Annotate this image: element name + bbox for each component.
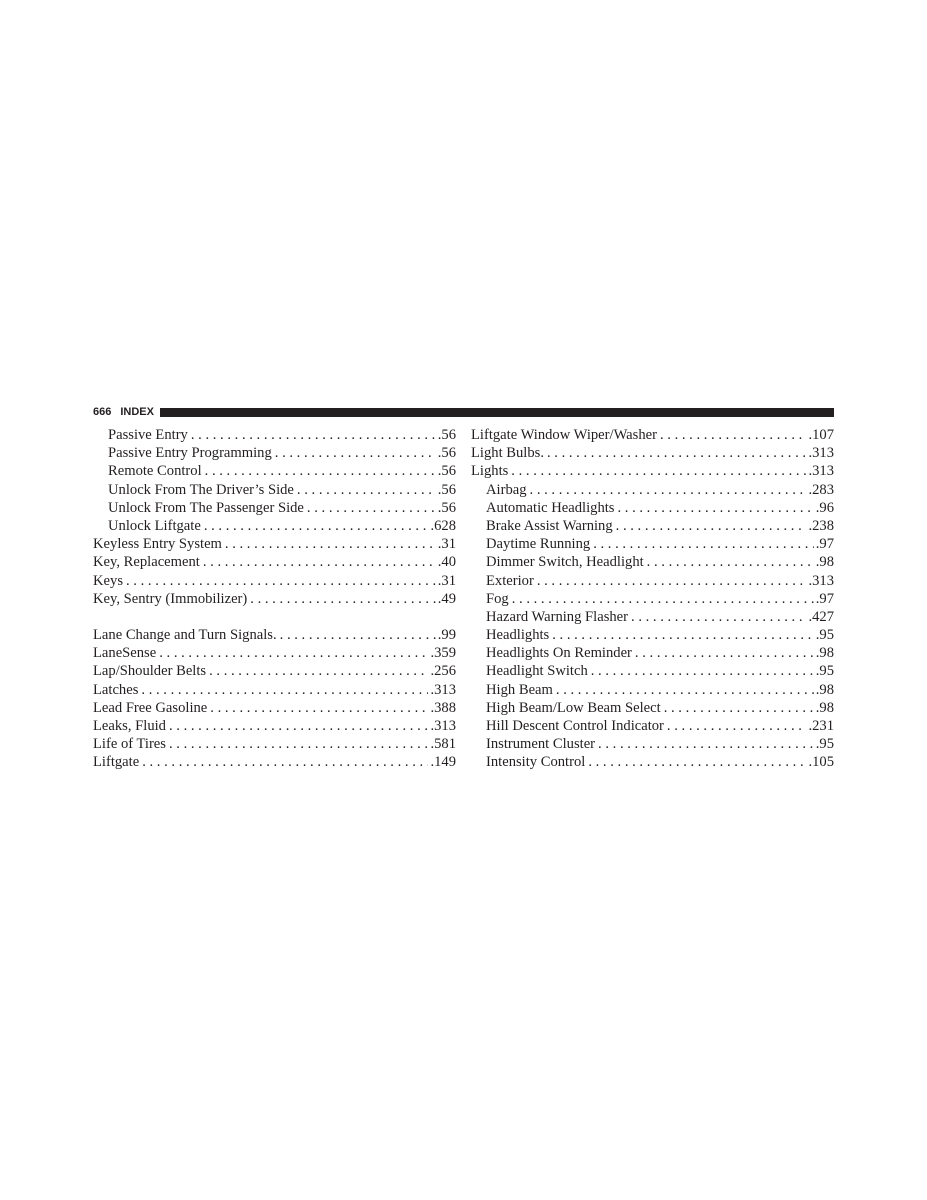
index-entry[interactable] bbox=[93, 590, 456, 608]
index-entry[interactable] bbox=[93, 717, 456, 735]
dot-leader bbox=[210, 699, 428, 717]
index-subentry[interactable] bbox=[93, 481, 456, 499]
dot-leader bbox=[588, 753, 806, 771]
section-title: INDEX bbox=[120, 406, 154, 418]
entry-label: Key, Replacement bbox=[93, 554, 200, 571]
dot-leader bbox=[512, 590, 814, 608]
index-subentry[interactable] bbox=[471, 608, 834, 626]
entry-page-number: .56 bbox=[437, 427, 456, 443]
dot-leader bbox=[660, 426, 806, 444]
index-subentry[interactable] bbox=[471, 535, 834, 553]
entry-label: Dimmer Switch, Headlight bbox=[486, 554, 644, 571]
entry-label: Unlock From The Passenger Side bbox=[108, 499, 304, 516]
index-subentry[interactable] bbox=[471, 753, 834, 771]
dot-leader bbox=[530, 481, 807, 499]
index-entry[interactable] bbox=[471, 462, 834, 480]
page-number: 666 bbox=[93, 406, 112, 418]
entry-page-number: .313 bbox=[430, 681, 456, 698]
dot-leader bbox=[191, 426, 436, 444]
entry-page-number: .149 bbox=[430, 754, 456, 771]
index-subentry[interactable] bbox=[93, 462, 456, 480]
entry-label: High Beam/Low Beam Select bbox=[486, 699, 661, 716]
index-column-right bbox=[471, 426, 834, 772]
entry-label: Lead Free Gasoline bbox=[93, 699, 208, 716]
index-subentry[interactable] bbox=[93, 517, 456, 535]
entry-page-number: .359 bbox=[430, 645, 456, 662]
entry-label: Daytime Running bbox=[486, 536, 591, 553]
index-subentry[interactable] bbox=[93, 426, 456, 444]
entry-page-number: .31 bbox=[437, 572, 456, 589]
dot-leader bbox=[556, 681, 814, 699]
entry-label: Airbag bbox=[486, 481, 527, 498]
dot-leader bbox=[664, 699, 814, 717]
index-subentry[interactable] bbox=[471, 699, 834, 717]
entry-page-number: .95 bbox=[815, 736, 834, 753]
entry-page-number: .107 bbox=[808, 427, 834, 443]
entry-label: Hazard Warning Flasher bbox=[486, 608, 629, 625]
entry-label: Liftgate Window Wiper/Washer bbox=[471, 427, 657, 443]
dot-leader bbox=[169, 717, 428, 735]
entry-label: Life of Tires bbox=[93, 736, 166, 753]
entry-label: Liftgate bbox=[93, 754, 140, 771]
index-entry[interactable] bbox=[93, 535, 456, 553]
index-entry[interactable] bbox=[93, 735, 456, 753]
dot-leader bbox=[591, 662, 814, 680]
entry-label: Hill Descent Control Indicator bbox=[486, 718, 664, 734]
entry-page-number: .98 bbox=[815, 699, 834, 716]
dot-leader bbox=[537, 572, 807, 590]
entry-page-number: .97 bbox=[815, 590, 834, 607]
dot-leader bbox=[511, 462, 806, 480]
entry-page-number: .313 bbox=[808, 445, 834, 462]
entry-page-number: .98 bbox=[815, 681, 834, 698]
entry-page-number: .31 bbox=[437, 536, 456, 553]
index-subentry[interactable] bbox=[471, 517, 834, 535]
entry-page-number: .56 bbox=[437, 445, 456, 462]
dot-leader bbox=[617, 499, 813, 517]
dot-leader bbox=[159, 644, 428, 662]
entry-label: Headlights bbox=[486, 627, 550, 644]
index-entry[interactable] bbox=[471, 444, 834, 462]
entry-page-number: .283 bbox=[808, 481, 834, 498]
page-header bbox=[93, 405, 834, 420]
index-entry[interactable] bbox=[93, 699, 456, 717]
index-entry[interactable] bbox=[93, 753, 456, 771]
dot-leader bbox=[547, 444, 806, 462]
entry-label: Instrument Cluster bbox=[486, 736, 596, 753]
entry-page-number: .313 bbox=[808, 463, 834, 480]
index-subentry[interactable] bbox=[93, 444, 456, 462]
entry-page-number: .581 bbox=[430, 736, 456, 753]
header-rule bbox=[160, 408, 834, 417]
entry-label: Lights bbox=[471, 463, 509, 480]
entry-page-number: .238 bbox=[808, 517, 834, 534]
dot-leader bbox=[209, 662, 428, 680]
entry-page-number: .40 bbox=[437, 554, 456, 571]
entry-page-number: .231 bbox=[808, 718, 834, 734]
entry-page-number: .105 bbox=[808, 754, 834, 771]
entry-label: Remote Control bbox=[108, 463, 202, 480]
entry-page-number: .427 bbox=[808, 608, 834, 625]
dot-leader bbox=[126, 572, 436, 590]
entry-label: High Beam bbox=[486, 681, 553, 698]
dot-leader bbox=[667, 717, 807, 735]
entry-page-number: .95 bbox=[815, 663, 834, 680]
entry-page-number: .49 bbox=[437, 590, 456, 607]
dot-leader bbox=[552, 626, 814, 644]
dot-leader bbox=[275, 444, 436, 462]
entry-label: Exterior bbox=[486, 572, 534, 589]
entry-page-number: .313 bbox=[808, 572, 834, 589]
entry-page-number: .97 bbox=[815, 536, 834, 553]
dot-leader bbox=[204, 517, 429, 535]
entry-label: Headlights On Reminder bbox=[486, 645, 632, 662]
entry-label: Key, Sentry (Immobilizer) bbox=[93, 590, 248, 607]
entry-label: Brake Assist Warning bbox=[486, 517, 613, 534]
entry-page-number: .313 bbox=[430, 718, 456, 734]
dot-leader bbox=[142, 753, 428, 771]
index-entry[interactable] bbox=[471, 426, 834, 444]
entry-page-number: .56 bbox=[437, 481, 456, 498]
entry-label: Passive Entry Programming bbox=[108, 445, 272, 462]
index-entry[interactable] bbox=[93, 644, 456, 662]
index-subentry[interactable] bbox=[471, 717, 834, 735]
index-subentry[interactable] bbox=[471, 499, 834, 517]
dot-leader bbox=[280, 626, 436, 644]
index-entry[interactable] bbox=[93, 681, 456, 699]
index-subentry[interactable] bbox=[471, 590, 834, 608]
entry-page-number: .56 bbox=[437, 499, 456, 516]
index-entry[interactable] bbox=[93, 553, 456, 571]
entry-label: Keys bbox=[93, 572, 123, 589]
entry-page-number: .99 bbox=[437, 627, 456, 644]
entry-page-number: .628 bbox=[430, 517, 456, 534]
dot-leader bbox=[203, 553, 436, 571]
dot-leader bbox=[169, 735, 428, 753]
index-subentry[interactable] bbox=[471, 735, 834, 753]
entry-page-number: .95 bbox=[815, 627, 834, 644]
dot-leader bbox=[225, 535, 436, 553]
entry-label: Lane Change and Turn Signals. bbox=[93, 627, 277, 644]
entry-page-number: .98 bbox=[815, 554, 834, 571]
entry-label: Automatic Headlights bbox=[486, 499, 615, 516]
entry-page-number: .98 bbox=[815, 645, 834, 662]
dot-leader bbox=[307, 499, 436, 517]
entry-label: Intensity Control bbox=[486, 754, 586, 771]
entry-label: Headlight Switch bbox=[486, 663, 588, 680]
entry-label: Unlock Liftgate bbox=[108, 517, 201, 534]
dot-leader bbox=[647, 553, 814, 571]
entry-label: Fog bbox=[486, 590, 509, 607]
entry-label: Keyless Entry System bbox=[93, 536, 222, 553]
index-column-left bbox=[93, 426, 456, 772]
dot-leader bbox=[635, 644, 814, 662]
dot-leader bbox=[205, 462, 436, 480]
index-entry[interactable] bbox=[93, 572, 456, 590]
index-entry[interactable] bbox=[93, 662, 456, 680]
dot-leader bbox=[598, 735, 814, 753]
entry-label: Leaks, Fluid bbox=[93, 718, 166, 734]
entry-page-number: .56 bbox=[437, 463, 456, 480]
index-subentry[interactable] bbox=[471, 481, 834, 499]
entry-page-number: .96 bbox=[815, 499, 834, 516]
dot-leader bbox=[250, 590, 435, 608]
entry-label: Passive Entry bbox=[108, 427, 188, 443]
index-subentry[interactable] bbox=[471, 681, 834, 699]
index-subentry[interactable] bbox=[471, 644, 834, 662]
index-subentry[interactable] bbox=[471, 572, 834, 590]
entry-label: Lap/Shoulder Belts bbox=[93, 663, 207, 680]
dot-leader bbox=[631, 608, 806, 626]
index-subentry[interactable] bbox=[93, 499, 456, 517]
entry-page-number: .388 bbox=[430, 699, 456, 716]
entry-label: Latches bbox=[93, 681, 139, 698]
dot-leader bbox=[141, 681, 428, 699]
entry-page-number: .256 bbox=[430, 663, 456, 680]
dot-leader bbox=[297, 481, 436, 499]
entry-label: Light Bulbs. bbox=[471, 445, 544, 462]
entry-label: Unlock From The Driver’s Side bbox=[108, 481, 294, 498]
dot-leader bbox=[593, 535, 814, 553]
entry-label: LaneSense bbox=[93, 645, 157, 662]
index-entry[interactable] bbox=[93, 626, 456, 644]
index-subentry[interactable] bbox=[471, 662, 834, 680]
index-subentry[interactable] bbox=[471, 553, 834, 571]
dot-leader bbox=[616, 517, 807, 535]
index-subentry[interactable] bbox=[471, 626, 834, 644]
